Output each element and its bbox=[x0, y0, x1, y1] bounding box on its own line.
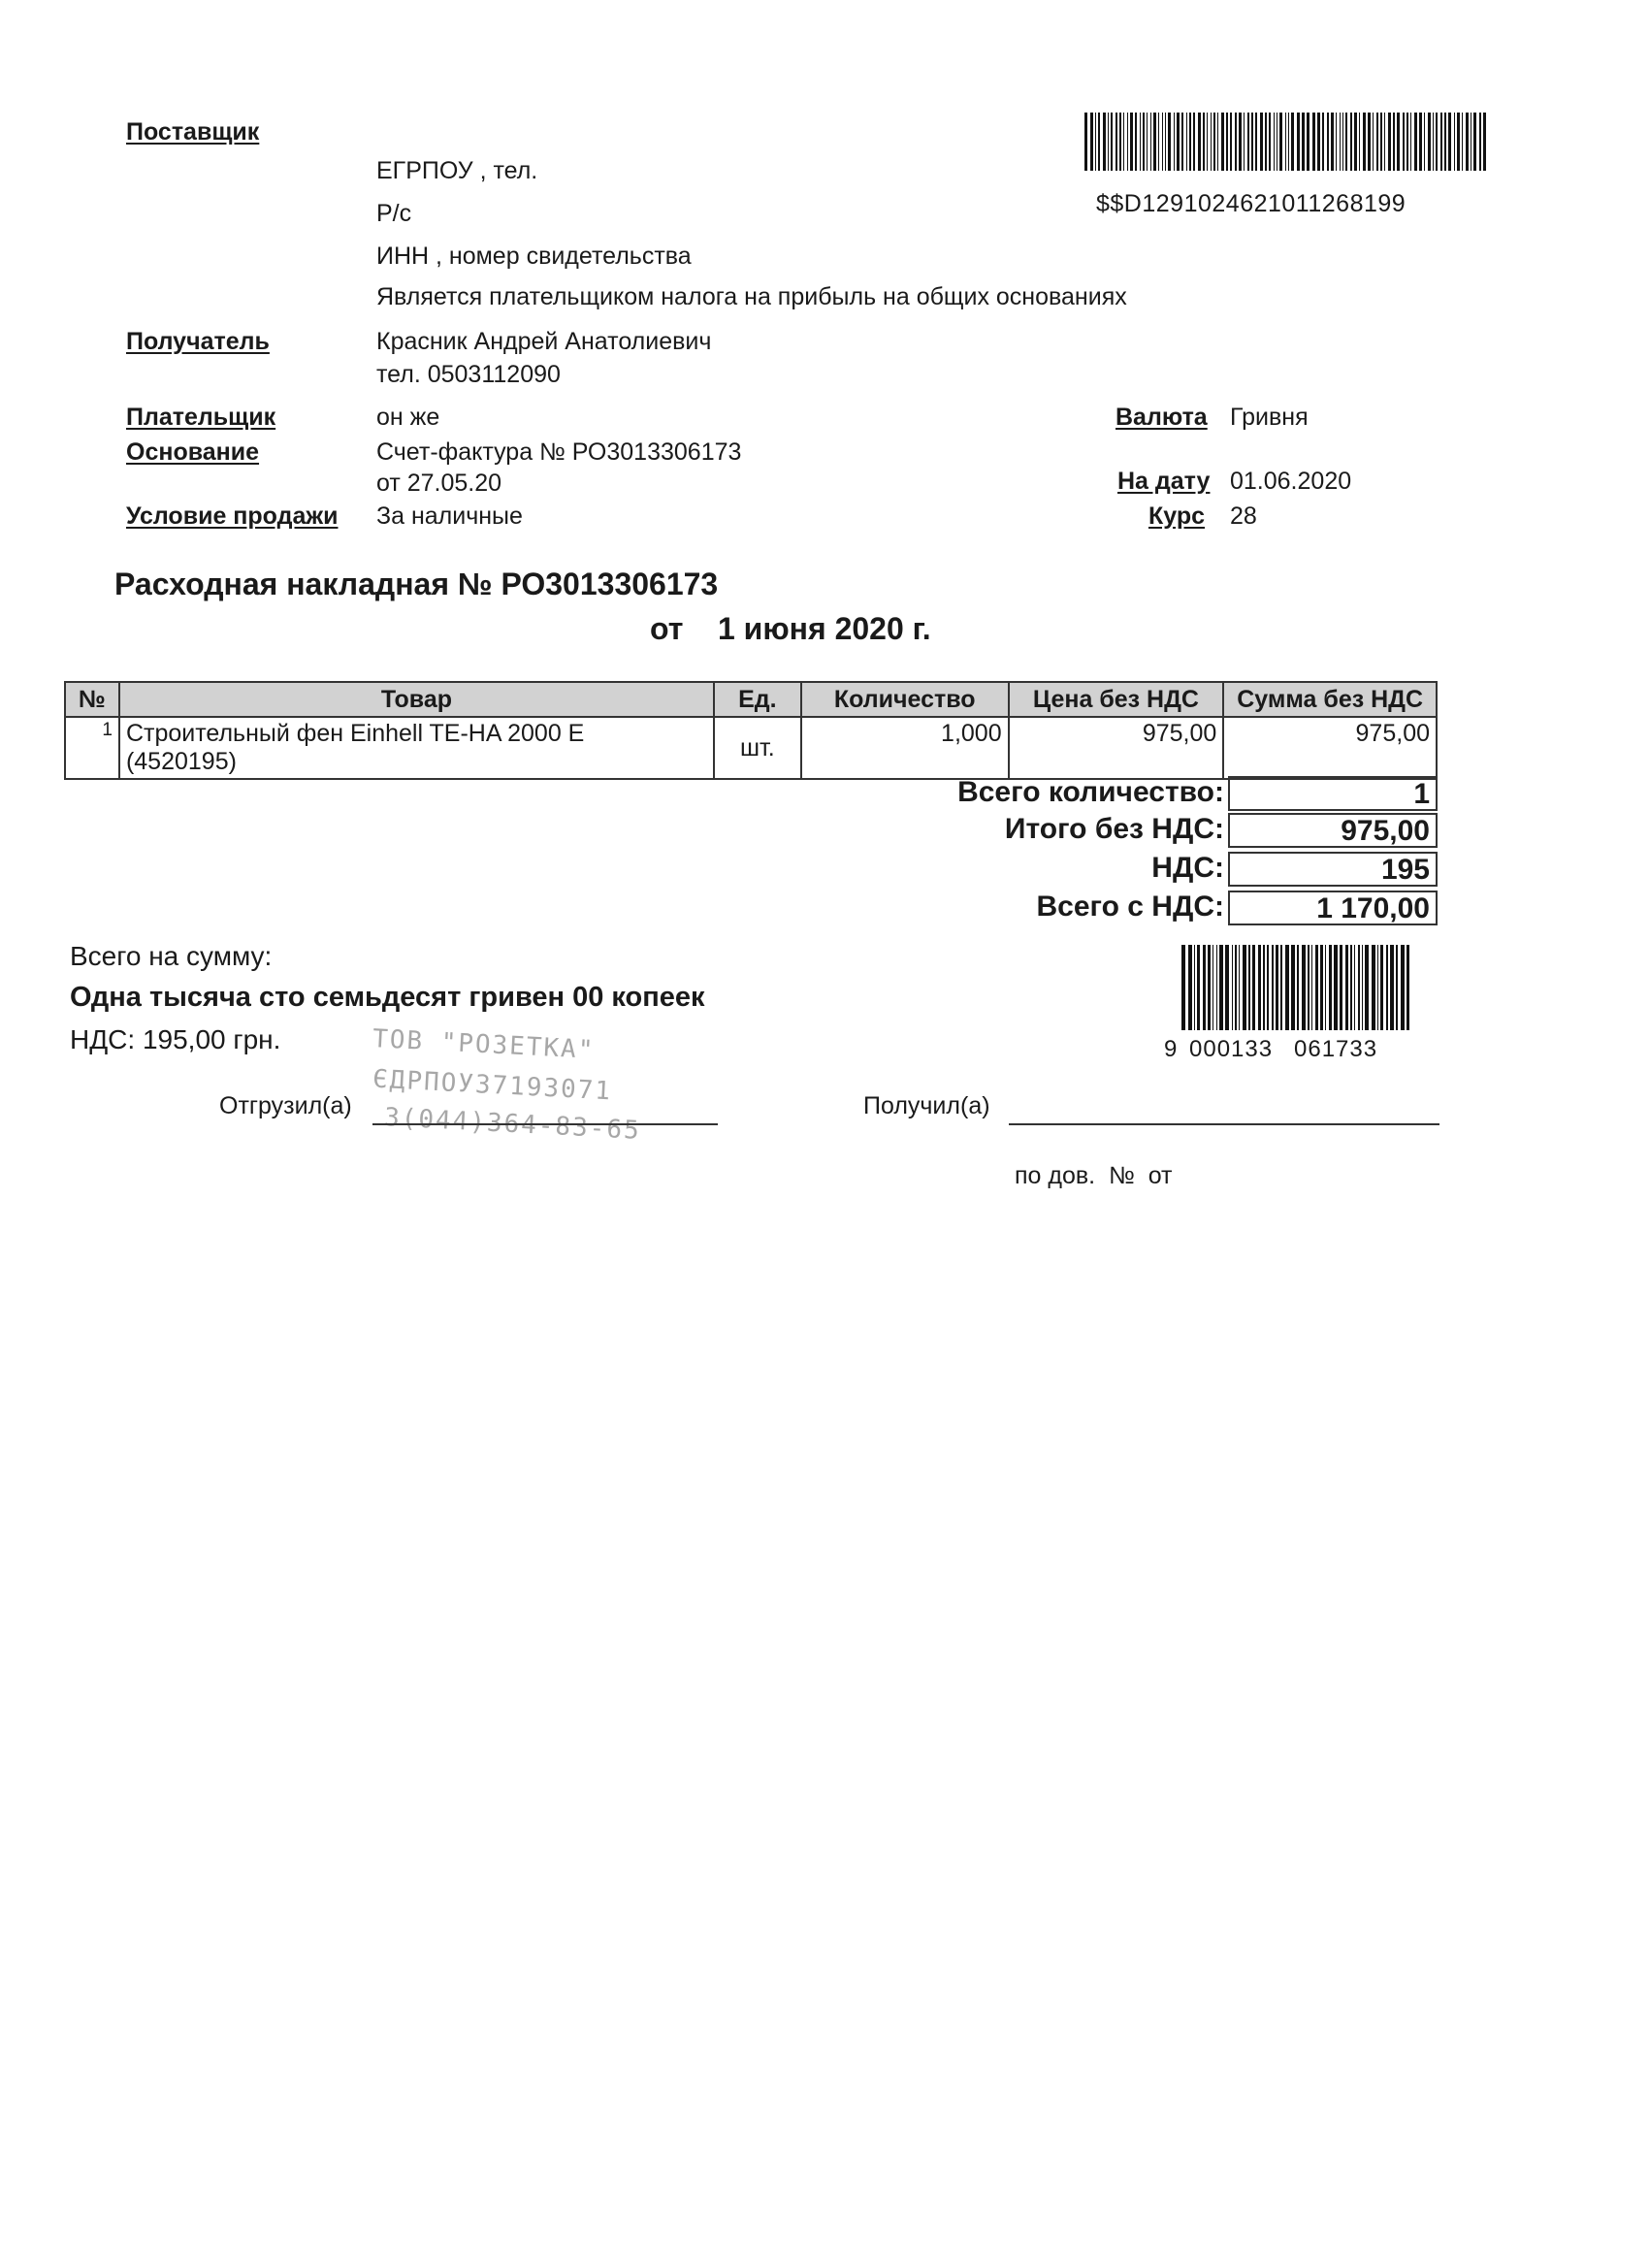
barcode-bar bbox=[1340, 945, 1342, 1030]
barcode-bar bbox=[1168, 113, 1171, 171]
barcode-bar bbox=[1345, 945, 1348, 1030]
barcode-bar bbox=[1479, 113, 1481, 171]
barcode-bar bbox=[1267, 945, 1269, 1030]
barcode-bar bbox=[1311, 945, 1312, 1030]
recipient-phone: тел. 0503112090 bbox=[376, 361, 561, 388]
barcode-bar bbox=[1334, 945, 1338, 1030]
barcode-bar bbox=[1359, 113, 1360, 171]
barcode-bar bbox=[1390, 945, 1394, 1030]
barcode-bar bbox=[1320, 945, 1323, 1030]
barcode-bar bbox=[1095, 113, 1096, 171]
currency-value: Гривня bbox=[1230, 404, 1309, 431]
row-price: 975,00 bbox=[1009, 717, 1224, 779]
barcode-bar bbox=[1247, 113, 1249, 171]
barcode-bar bbox=[1302, 945, 1306, 1030]
barcode-bar bbox=[1153, 113, 1156, 171]
sum-words-vat: НДС: 195,00 грн. bbox=[70, 1024, 281, 1054]
stamp-line-1: ТОВ "РОЗЕТКА" bbox=[372, 1024, 597, 1065]
row-num: 1 bbox=[65, 717, 119, 779]
barcode-bar bbox=[1158, 113, 1159, 171]
barcode-bar bbox=[1288, 113, 1289, 171]
barcode-bar bbox=[1285, 945, 1289, 1030]
vat-value: 195 bbox=[1228, 852, 1438, 887]
barcode-bar bbox=[1225, 945, 1229, 1030]
supplier-line-3: ИНН , номер свидетельства bbox=[376, 243, 692, 270]
barcode-bar bbox=[1232, 945, 1233, 1030]
barcode-bar bbox=[1239, 945, 1240, 1030]
barcode-bar bbox=[1248, 945, 1250, 1030]
barcode-bar bbox=[1193, 113, 1195, 171]
barcode-bar bbox=[1181, 113, 1183, 171]
barcode-bar bbox=[1362, 945, 1363, 1030]
payer-value: он же bbox=[376, 404, 440, 431]
stamp-line-2: ЄДРПОУ37193071 bbox=[372, 1064, 613, 1107]
barcode-bar bbox=[1260, 113, 1263, 171]
total-no-vat-label: Итого без НДС: bbox=[1004, 813, 1224, 845]
barcode-bar bbox=[1208, 945, 1211, 1030]
barcode-bar bbox=[1377, 945, 1378, 1030]
barcode-bar bbox=[1194, 945, 1195, 1030]
basis-line-1: Счет-фактура № РО3013306173 bbox=[376, 438, 742, 466]
barcode-bar bbox=[1384, 113, 1385, 171]
barcode-bar bbox=[1457, 113, 1460, 171]
header-unit: Ед. bbox=[714, 682, 801, 717]
total-no-vat-row bbox=[873, 813, 1438, 850]
document-title: Расходная накладная № РО3013306173 bbox=[114, 567, 719, 601]
vat-row bbox=[873, 852, 1438, 889]
barcode-bar bbox=[1174, 113, 1175, 171]
barcode-bar bbox=[1203, 113, 1205, 171]
barcode-bar bbox=[1150, 113, 1151, 171]
barcode-bar bbox=[1380, 113, 1382, 171]
barcode-bar bbox=[1462, 113, 1463, 171]
barcode-bar bbox=[1380, 945, 1383, 1030]
barcode-bar bbox=[1162, 113, 1163, 171]
barcode-bar bbox=[1317, 113, 1320, 171]
barcode-bar bbox=[1307, 113, 1310, 171]
vat-label: НДС: bbox=[1151, 852, 1224, 884]
barcode-bar bbox=[1322, 113, 1324, 171]
on-date-value: 01.06.2020 bbox=[1230, 468, 1352, 495]
barcode-bar bbox=[1466, 113, 1469, 171]
barcode-bar bbox=[1291, 945, 1295, 1030]
barcode-bar bbox=[1235, 945, 1237, 1030]
barcode-bar bbox=[1350, 945, 1352, 1030]
barcode-bar bbox=[1354, 945, 1355, 1030]
barcode-bar bbox=[1454, 113, 1455, 171]
stamp-line-3: 3(044)364-83-65 bbox=[383, 1103, 642, 1146]
sum-words-label: Всего на сумму: bbox=[70, 941, 273, 971]
row-item bbox=[119, 717, 714, 779]
document-date: от 1 июня 2020 г. bbox=[650, 611, 931, 646]
header-qty: Количество bbox=[801, 682, 1009, 717]
received-label: Получил(а) bbox=[863, 1092, 990, 1119]
basis-label: Основание bbox=[126, 438, 260, 466]
header-sum: Сумма без НДС bbox=[1223, 682, 1437, 717]
barcode-bar bbox=[1331, 113, 1334, 171]
barcode-bar bbox=[1243, 945, 1246, 1030]
header-num: № bbox=[65, 682, 119, 717]
barcode-bar bbox=[1386, 945, 1388, 1030]
barcode-bar bbox=[1198, 113, 1201, 171]
barcode-bar bbox=[1217, 113, 1218, 171]
top-barcode bbox=[1084, 113, 1488, 171]
barcode-bar bbox=[1111, 113, 1113, 171]
barcode-bar bbox=[1274, 113, 1275, 171]
barcode-bar bbox=[1354, 113, 1357, 171]
barcode-bar bbox=[1393, 113, 1395, 171]
barcode-bar bbox=[1108, 113, 1109, 171]
barcode-bar bbox=[1440, 113, 1442, 171]
received-signature-line bbox=[1009, 1123, 1439, 1125]
barcode-bar bbox=[1448, 113, 1451, 171]
row-unit: шт. bbox=[714, 717, 801, 779]
barcode-bar bbox=[1345, 113, 1347, 171]
barcode-bar bbox=[1410, 113, 1411, 171]
table-row bbox=[65, 717, 1437, 779]
barcode-bar bbox=[1090, 113, 1093, 171]
on-date-label: На дату bbox=[1117, 468, 1211, 495]
supplier-line-1: ЕГРПОУ , тел. bbox=[376, 157, 538, 184]
barcode-bar bbox=[1363, 113, 1366, 171]
sum-words-text: Одна тысяча сто семьдесят гривен 00 копеек bbox=[70, 982, 705, 1013]
shipped-label: Отгрузил(а) bbox=[219, 1092, 352, 1119]
header-item: Товар bbox=[119, 682, 714, 717]
barcode-bar bbox=[1368, 113, 1371, 171]
barcode-bar bbox=[1302, 113, 1305, 171]
barcode-bar bbox=[1473, 113, 1476, 171]
barcode-bar bbox=[1436, 113, 1438, 171]
total-no-vat-value: 975,00 bbox=[1228, 813, 1438, 848]
barcode-bar bbox=[1177, 113, 1180, 171]
barcode-bar bbox=[1197, 945, 1200, 1030]
bottom-barcode-digits-3: 061733 bbox=[1294, 1036, 1378, 1062]
supplier-label: Поставщик bbox=[126, 118, 260, 146]
sale-condition-label: Условие продажи bbox=[126, 502, 339, 530]
proxy-label: по дов. № от bbox=[1015, 1162, 1173, 1189]
barcode-bar bbox=[1252, 945, 1255, 1030]
barcode-bar bbox=[1428, 113, 1431, 171]
barcode-bar bbox=[1291, 113, 1294, 171]
bottom-barcode-digits-2: 000133 bbox=[1189, 1036, 1274, 1062]
barcode-bar bbox=[1397, 113, 1400, 171]
barcode-bar bbox=[1213, 113, 1215, 171]
barcode-bar bbox=[1147, 113, 1148, 171]
top-barcode-code: $$D1291024621011268199 bbox=[1096, 190, 1406, 217]
barcode-bar bbox=[1219, 945, 1223, 1030]
barcode-bar bbox=[1325, 945, 1326, 1030]
barcode-bar bbox=[1403, 113, 1405, 171]
barcode-bar bbox=[1312, 113, 1315, 171]
barcode-bar bbox=[1188, 945, 1192, 1030]
barcode-bar bbox=[1130, 113, 1133, 171]
barcode-bar bbox=[1119, 113, 1121, 171]
total-quantity-value: 1 bbox=[1228, 776, 1438, 811]
barcode-bar bbox=[1212, 945, 1213, 1030]
barcode-bar bbox=[1350, 113, 1352, 171]
barcode-bar bbox=[1406, 113, 1408, 171]
row-item-name: Строительный фен Einhell TE-HA 2000 E bbox=[125, 720, 585, 747]
row-sum: 975,00 bbox=[1223, 717, 1437, 779]
barcode-bar bbox=[1276, 945, 1278, 1030]
barcode-bar bbox=[1263, 945, 1265, 1030]
barcode-bar bbox=[1297, 113, 1300, 171]
barcode-bar bbox=[1280, 945, 1282, 1030]
barcode-bar bbox=[1297, 945, 1299, 1030]
barcode-bar bbox=[1135, 113, 1137, 171]
barcode-bar bbox=[1308, 945, 1310, 1030]
barcode-bar bbox=[1265, 113, 1267, 171]
barcode-bar bbox=[1230, 113, 1232, 171]
barcode-bar bbox=[1216, 945, 1217, 1030]
supplier-line-2: Р/с bbox=[376, 200, 412, 227]
total-with-vat-row bbox=[873, 891, 1438, 927]
barcode-bar bbox=[1186, 113, 1187, 171]
currency-label: Валюта bbox=[1116, 404, 1208, 431]
shipped-signature-line bbox=[372, 1123, 718, 1125]
barcode-bar bbox=[1189, 113, 1191, 171]
barcode-bar bbox=[1433, 113, 1434, 171]
barcode-bar bbox=[1336, 113, 1337, 171]
bottom-barcode bbox=[1181, 945, 1411, 1030]
basis-line-2: от 27.05.20 bbox=[376, 470, 502, 497]
barcode-bar bbox=[1207, 113, 1208, 171]
barcode-bar bbox=[1340, 113, 1341, 171]
total-quantity-row bbox=[873, 776, 1438, 813]
barcode-bar bbox=[1388, 113, 1391, 171]
barcode-bar bbox=[1315, 945, 1318, 1030]
barcode-bar bbox=[1221, 113, 1224, 171]
barcode-bar bbox=[1365, 945, 1369, 1030]
barcode-bar bbox=[1251, 113, 1253, 171]
barcode-bar bbox=[1373, 113, 1374, 171]
barcode-bar bbox=[1358, 945, 1360, 1030]
supplier-line-4: Является плательщиком налога на прибыль на общих основаниях bbox=[376, 283, 1127, 310]
recipient-name: Красник Андрей Анатолиевич bbox=[376, 328, 712, 355]
barcode-bar bbox=[1414, 113, 1417, 171]
rate-label: Курс bbox=[1148, 502, 1206, 530]
total-quantity-label: Всего количество: bbox=[957, 776, 1224, 808]
payer-label: Плательщик bbox=[126, 404, 276, 431]
barcode-bar bbox=[1269, 113, 1271, 171]
items-table bbox=[64, 681, 1438, 780]
recipient-label: Получатель bbox=[126, 328, 270, 355]
barcode-bar bbox=[1116, 113, 1117, 171]
barcode-bar bbox=[1444, 113, 1446, 171]
barcode-bar bbox=[1127, 113, 1128, 171]
barcode-bar bbox=[1140, 113, 1141, 171]
barcode-bar bbox=[1103, 113, 1106, 171]
barcode-bar bbox=[1123, 113, 1124, 171]
barcode-bar bbox=[1203, 945, 1206, 1030]
barcode-bar bbox=[1255, 113, 1257, 171]
barcode-bar bbox=[1272, 945, 1274, 1030]
barcode-bar bbox=[1406, 945, 1409, 1030]
rate-value: 28 bbox=[1230, 502, 1257, 530]
barcode-bar bbox=[1483, 113, 1486, 171]
barcode-bar bbox=[1098, 113, 1100, 171]
barcode-bar bbox=[1327, 113, 1329, 171]
barcode-bar bbox=[1211, 113, 1212, 171]
barcode-bar bbox=[1235, 113, 1237, 171]
barcode-bar bbox=[1396, 945, 1398, 1030]
bottom-barcode-digit-1: 9 bbox=[1164, 1036, 1178, 1062]
total-with-vat-value: 1 170,00 bbox=[1228, 891, 1438, 925]
barcode-bar bbox=[1376, 113, 1378, 171]
barcode-bar bbox=[1181, 945, 1185, 1030]
barcode-bar bbox=[1258, 945, 1261, 1030]
barcode-bar bbox=[1285, 113, 1286, 171]
sale-condition-value: За наличные bbox=[376, 502, 523, 530]
barcode-bar bbox=[1165, 113, 1166, 171]
row-qty: 1,000 bbox=[801, 717, 1009, 779]
table-header-row bbox=[65, 682, 1437, 717]
barcode-bar bbox=[1419, 113, 1422, 171]
barcode-bar bbox=[1372, 945, 1375, 1030]
barcode-bar bbox=[1239, 113, 1242, 171]
total-with-vat-label: Всего с НДС: bbox=[1036, 891, 1224, 923]
barcode-bar bbox=[1143, 113, 1145, 171]
barcode-bar bbox=[1244, 113, 1245, 171]
barcode-bar bbox=[1226, 113, 1228, 171]
barcode-bar bbox=[1084, 113, 1087, 171]
barcode-bar bbox=[1342, 113, 1343, 171]
barcode-bar bbox=[1279, 113, 1282, 171]
row-item-code: (4520195) bbox=[125, 748, 237, 775]
barcode-bar bbox=[1424, 113, 1425, 171]
header-price: Цена без НДС bbox=[1009, 682, 1224, 717]
barcode-bar bbox=[1329, 945, 1332, 1030]
barcode-bar bbox=[1401, 945, 1405, 1030]
